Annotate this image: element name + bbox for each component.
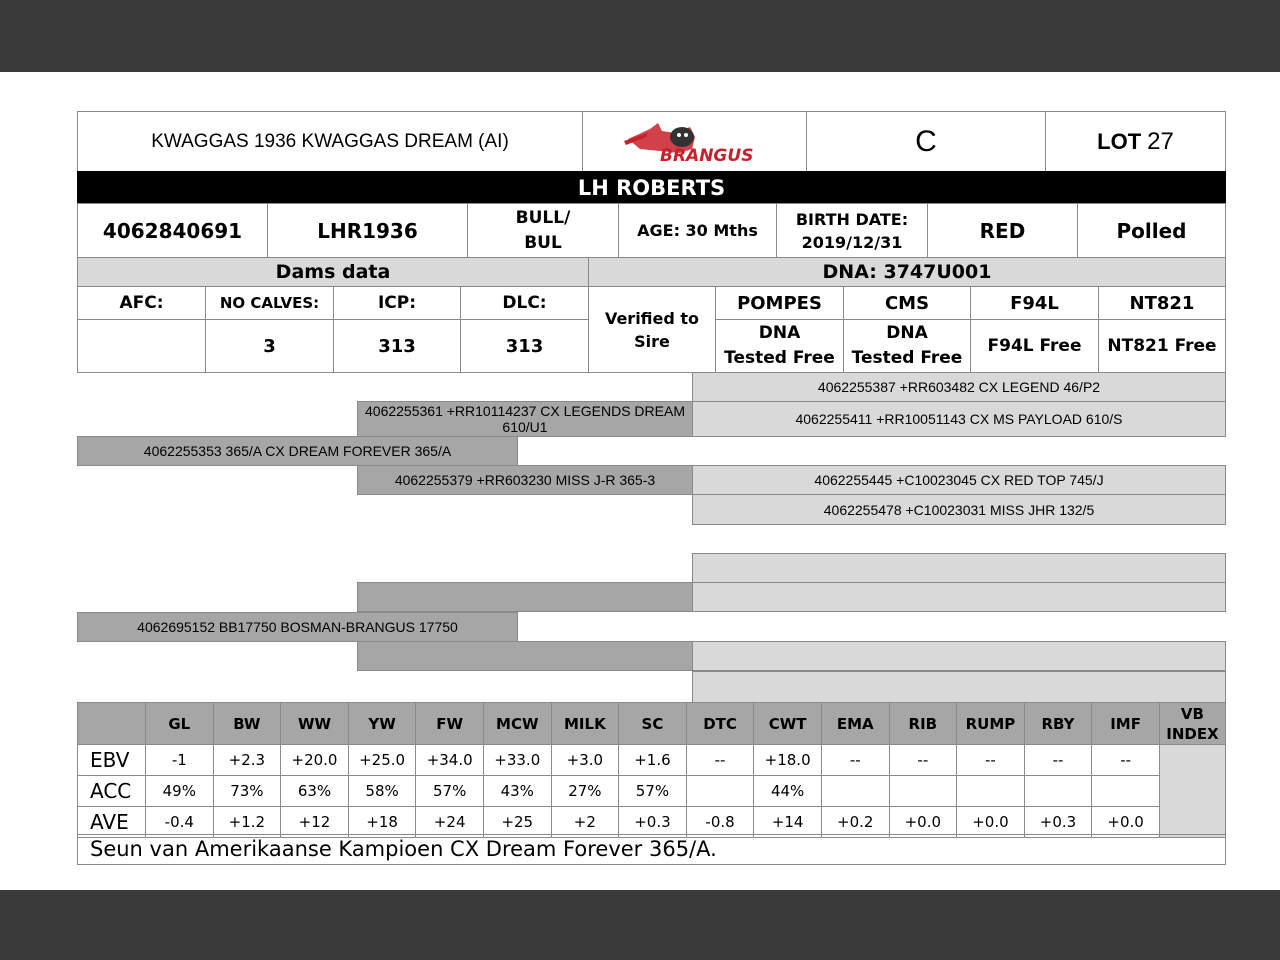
dams-calves-value: 3 [205, 319, 334, 373]
grade: C [806, 111, 1046, 172]
ebv-col-dtc: DTC [686, 703, 754, 745]
ebv-col-sc: SC [619, 703, 687, 745]
dna-nt821-value: NT821 Free [1098, 319, 1226, 373]
ebv-cell [821, 776, 889, 807]
ebv-cell: +0.0 [889, 807, 957, 838]
ebv-cell: +18.0 [754, 745, 822, 776]
dna-cms-header: CMS [843, 286, 971, 320]
ebv-col-cwt: CWT [754, 703, 822, 745]
ebv-cell: -- [686, 745, 754, 776]
ebv-cell: +14 [754, 807, 822, 838]
ebv-col-gl: GL [146, 703, 214, 745]
lot-number: 27 [1147, 127, 1174, 155]
dna-verified: Verified to Sire [588, 286, 716, 373]
dams-calves-header: NO CALVES: [205, 286, 334, 320]
ebv-row-label: ACC [78, 776, 146, 807]
dams-icp-header: ICP: [333, 286, 461, 320]
ebv-vb-index-cell [1159, 745, 1225, 838]
ebv-cell: -0.8 [686, 807, 754, 838]
id-number: 4062840691 [77, 203, 268, 258]
ebv-cell [686, 776, 754, 807]
ebv-row-label: AVE [78, 807, 146, 838]
ebv-cell: +0.2 [821, 807, 889, 838]
ebv-cell [889, 776, 957, 807]
breeder-name: LH ROBERTS [77, 171, 1226, 204]
dna-f94l-value: F94L Free [970, 319, 1099, 373]
pedigree-dam-dam [357, 641, 693, 671]
ebv-cell: +33.0 [483, 745, 551, 776]
ebv-cell: +2.3 [213, 745, 281, 776]
ebv-cell: 44% [754, 776, 822, 807]
ebv-row-ave [78, 807, 1226, 838]
ebv-cell: 63% [281, 776, 349, 807]
dams-afc-value [77, 319, 206, 373]
pedigree-sire-sire-dam: 4062255411 +RR10051143 CX MS PAYLOAD 610/S [692, 401, 1226, 437]
ebv-cell: +12 [281, 807, 349, 838]
pedigree-dam-sire-sire [692, 553, 1226, 583]
animal-name: KWAGGAS 1936 KWAGGAS DREAM (AI) [77, 111, 583, 172]
pedigree-dam-sire-dam [692, 582, 1226, 612]
ebv-col-ema: EMA [821, 703, 889, 745]
age: AGE: 30 Mths [618, 203, 777, 258]
ebv-cell: -1 [146, 745, 214, 776]
ebv-col-rump: RUMP [957, 703, 1025, 745]
ebv-cell: +0.3 [1024, 807, 1092, 838]
ebv-cell: +24 [416, 807, 484, 838]
ebv-cell [1092, 776, 1160, 807]
ebv-cell: +25 [483, 807, 551, 838]
ebv-cell: 27% [551, 776, 619, 807]
lot-label: LOT [1097, 128, 1142, 154]
ebv-col-mcw: MCW [483, 703, 551, 745]
ebv-col-imf: IMF [1092, 703, 1160, 745]
ebv-row-ebv [78, 745, 1226, 776]
pedigree-dam-sire [357, 582, 693, 612]
horn-status: Polled [1077, 203, 1226, 258]
ebv-table [77, 702, 1226, 838]
dna-cms-value: DNA Tested Free [843, 319, 971, 373]
ebv-cell: +34.0 [416, 745, 484, 776]
pedigree-dam-dam-sire [692, 641, 1226, 671]
ebv-cell: +3.0 [551, 745, 619, 776]
ebv-col-rby: RBY [1024, 703, 1092, 745]
dna-nt821-header: NT821 [1098, 286, 1226, 320]
ebv-cell: 73% [213, 776, 281, 807]
bull-logo-icon [620, 119, 770, 165]
ebv-col-ww: WW [281, 703, 349, 745]
ebv-header-row [78, 703, 1226, 745]
ebv-cell: -- [1092, 745, 1160, 776]
ebv-cell: +0.0 [1092, 807, 1160, 838]
ebv-cell: +18 [348, 807, 416, 838]
ebv-header-blank [78, 703, 146, 745]
pedigree-sire-sire: 4062255361 +RR10114237 CX LEGENDS DREAM 610/U1 [357, 401, 693, 437]
ebv-row-acc [78, 776, 1226, 807]
colour: RED [927, 203, 1078, 258]
ebv-cell: -- [1024, 745, 1092, 776]
ebv-cell: +2 [551, 807, 619, 838]
ebv-cell: +0.3 [619, 807, 687, 838]
dams-dlc-header: DLC: [460, 286, 589, 320]
pedigree-sire-dam-dam: 4062255478 +C10023031 MISS JHR 132/5 [692, 494, 1226, 525]
dams-afc-header: AFC: [77, 286, 206, 320]
ebv-cell: 58% [348, 776, 416, 807]
brangus-logo [582, 111, 807, 172]
ebv-col-milk: MILK [551, 703, 619, 745]
ebv-cell: +1.6 [619, 745, 687, 776]
dams-title: Dams data [77, 257, 589, 287]
pedigree-sire-sire-sire: 4062255387 +RR603482 CX LEGEND 46/P2 [692, 372, 1226, 402]
ebv-cell: +1.2 [213, 807, 281, 838]
pedigree-dam-dam-dam [692, 671, 1226, 703]
dna-pompes-header: POMPES [715, 286, 844, 320]
ebv-cell: 57% [619, 776, 687, 807]
lot [1045, 111, 1226, 172]
ebv-cell: -0.4 [146, 807, 214, 838]
dams-dlc-value: 313 [460, 319, 589, 373]
animal-code: LHR1936 [267, 203, 468, 258]
ebv-cell: -- [821, 745, 889, 776]
ebv-cell: +20.0 [281, 745, 349, 776]
ebv-cell: -- [957, 745, 1025, 776]
ebv-cell: 49% [146, 776, 214, 807]
ebv-cell: 57% [416, 776, 484, 807]
ebv-cell: -- [889, 745, 957, 776]
ebv-col-fw: FW [416, 703, 484, 745]
ebv-cell [957, 776, 1025, 807]
ebv-col-vb-index: VB INDEX [1159, 703, 1225, 745]
pedigree-sire-dam-sire: 4062255445 +C10023045 CX RED TOP 745/J [692, 465, 1226, 495]
pedigree-dam: 4062695152 BB17750 BOSMAN-BRANGUS 17750 [77, 612, 518, 642]
comment: Seun van Amerikaanse Kampioen CX Dream Forever 365/A. [77, 834, 1226, 865]
ebv-row-label: EBV [78, 745, 146, 776]
ebv-col-bw: BW [213, 703, 281, 745]
ebv-cell [1024, 776, 1092, 807]
ebv-cell: +0.0 [957, 807, 1025, 838]
pedigree-sire: 4062255353 365/A CX DREAM FOREVER 365/A [77, 436, 518, 466]
dna-title: DNA: 3747U001 [588, 257, 1226, 287]
birth-date: BIRTH DATE: 2019/12/31 [776, 203, 928, 258]
dna-pompes-value: DNA Tested Free [715, 319, 844, 373]
sex: BULL/ BUL [467, 203, 619, 258]
ebv-col-rib: RIB [889, 703, 957, 745]
dna-f94l-header: F94L [970, 286, 1099, 320]
ebv-cell: +25.0 [348, 745, 416, 776]
ebv-col-yw: YW [348, 703, 416, 745]
dams-icp-value: 313 [333, 319, 461, 373]
logo-text: BRANGUS [659, 145, 753, 165]
ebv-cell: 43% [483, 776, 551, 807]
lot-card [0, 72, 1280, 890]
pedigree-sire-dam: 4062255379 +RR603230 MISS J-R 365-3 [357, 465, 693, 495]
